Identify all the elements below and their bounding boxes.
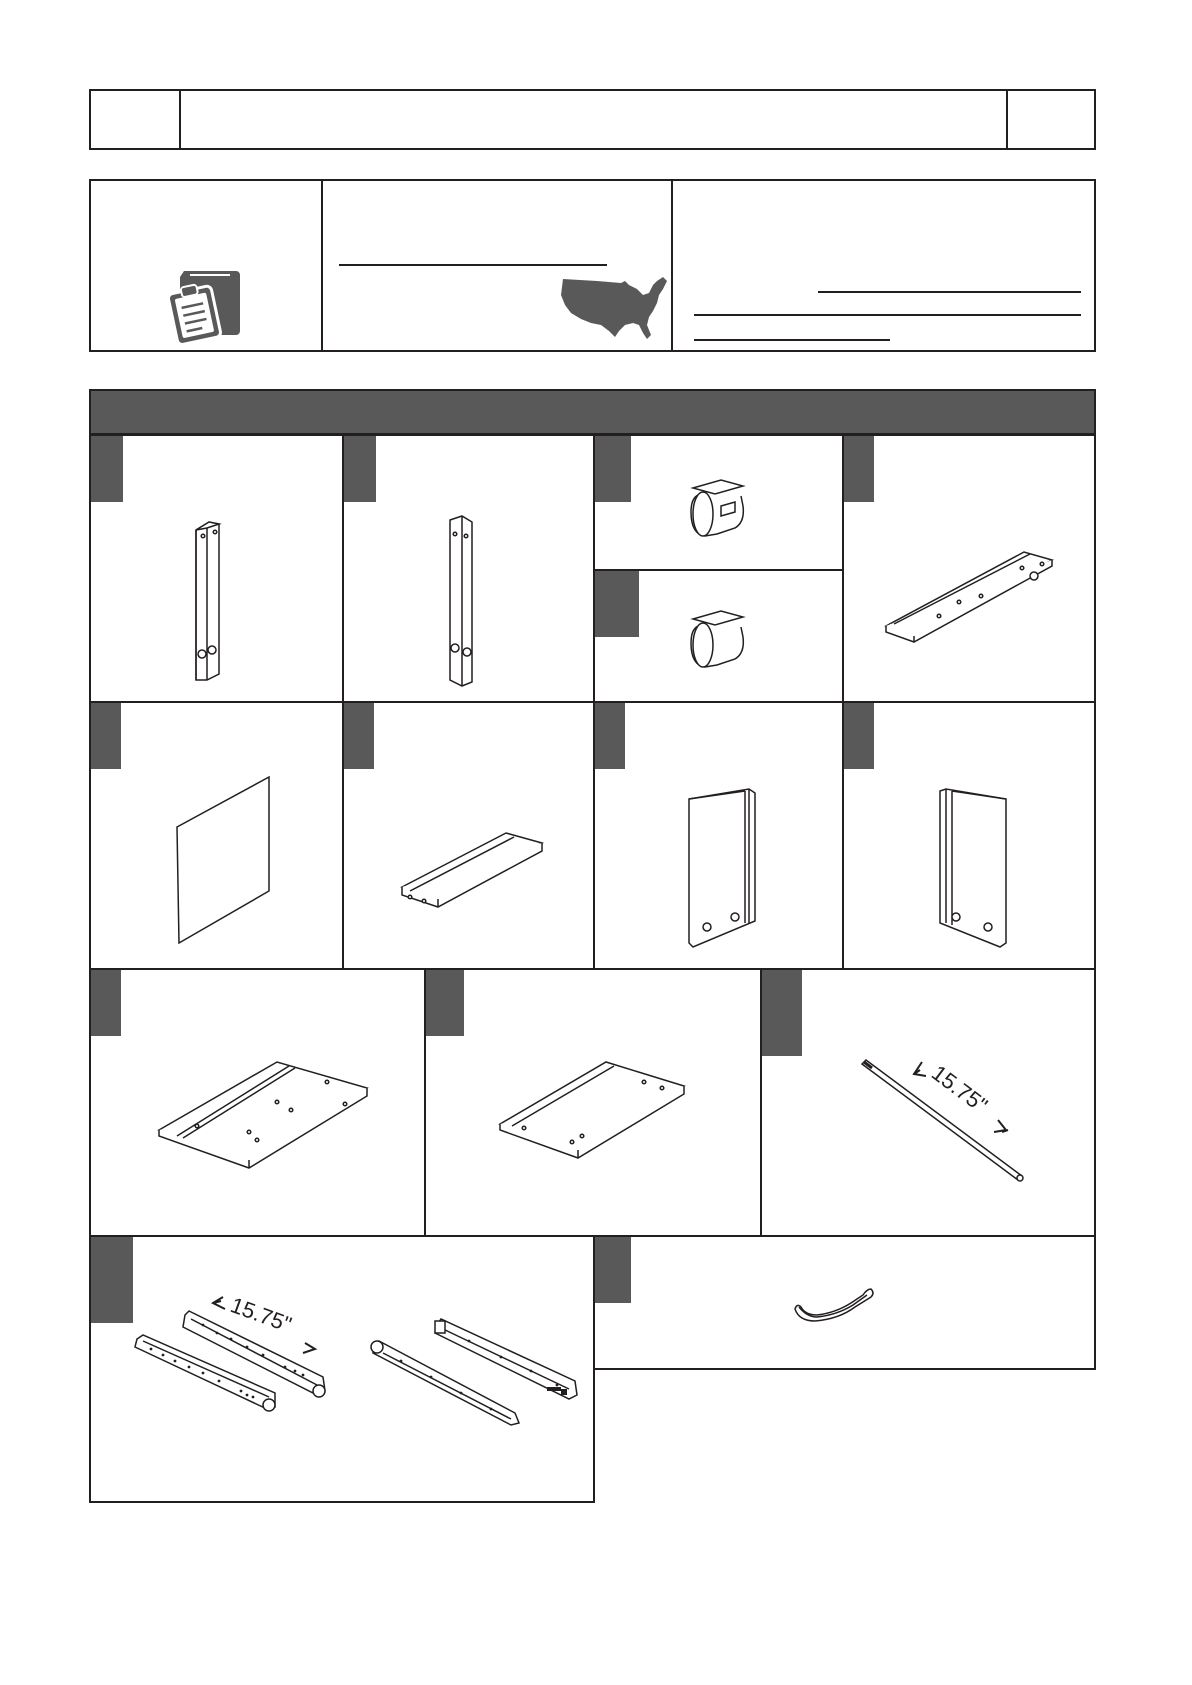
part-cell-b [342,434,595,703]
back-panel-drawing [91,703,346,972]
rod-dimension-label: 15.75" [926,1060,993,1118]
part-cell-j [424,968,762,1237]
rod-drawing [762,970,1098,1239]
side-rail-right-drawing [344,436,597,705]
shelf-board-drawing [344,703,597,972]
part-cell-e [89,701,344,970]
part-cell-c2 [593,569,844,703]
underline-right-1 [818,291,1081,293]
title-divider-left [179,91,181,148]
part-cell-k [760,968,1096,1237]
drawer-bottom-drawing [426,970,764,1239]
info-block [89,179,1096,352]
caster-drawing [595,571,846,705]
title-divider-right [1006,91,1008,148]
part-cell-h [842,701,1096,970]
part-cell-c1 [593,434,844,571]
parts-section-header [89,389,1096,435]
part-cell-a [89,434,344,703]
part-cell-i [89,968,426,1237]
info-divider-1 [321,181,323,350]
part-cell-g [593,701,844,970]
drawer-side-right-drawing [844,703,1098,972]
underline-right-3 [694,339,890,341]
title-block [89,89,1096,150]
drawer-slides-drawing [91,1237,597,1505]
drawer-side-left-drawing [595,703,846,972]
parts-list-icon [166,269,246,345]
locking-caster-drawing [595,436,846,573]
part-cell-d [842,434,1096,703]
base-panel-drawing [844,436,1098,705]
underline-right-2 [694,314,1081,316]
side-rail-left-drawing [91,436,346,705]
part-cell-f [342,701,595,970]
drawer-handle-drawing [595,1237,1098,1372]
underline-mid [339,264,607,266]
part-cell-m [593,1235,1096,1370]
top-panel-drawing [91,970,428,1239]
usa-map-icon [559,273,669,341]
slide-dimension-label: 15.75" [227,1292,295,1338]
part-cell-l [89,1235,595,1503]
info-divider-2 [671,181,673,350]
